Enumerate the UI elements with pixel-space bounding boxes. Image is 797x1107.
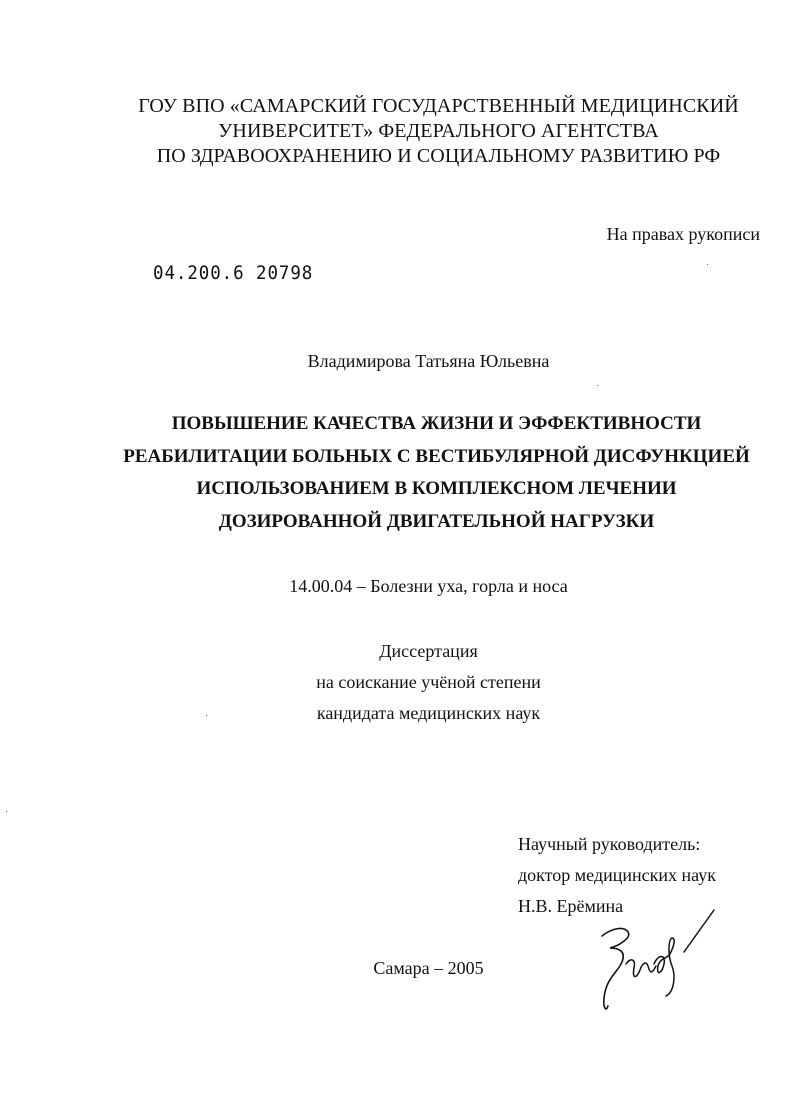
registry-stamp-number: 04.200.6 20798 (153, 262, 314, 284)
title-line-1: ПОВЫШЕНИЕ КАЧЕСТВА ЖИЗНИ И ЭФФЕКТИВНОСТИ (171, 413, 702, 434)
speck (707, 264, 708, 265)
title-line-2: РЕАБИЛИТАЦИИ БОЛЬНЫХ С ВЕСТИБУЛЯРНОЙ ДИСФУНКЦИЕЙ (123, 445, 750, 467)
handwritten-signature (592, 908, 722, 1018)
dissertation-line-2: на соискание учёной степени (316, 672, 541, 692)
title-line-4: ДОЗИРОВАННОЙ ДВИГАТЕЛЬНОЙ НАГРУЗКИ (218, 510, 655, 532)
speck (6, 811, 7, 812)
rights-note: На правах рукописи (606, 224, 760, 244)
city-year: Самара – 2005 (373, 958, 484, 978)
supervisor-label: Научный руководитель: (518, 834, 701, 854)
specialty-code: 14.00.04 – Болезни уха, горла и носа (289, 576, 568, 596)
title-line-3: ИСПОЛЬЗОВАНИЕМ В КОМПЛЕКСНОМ ЛЕЧЕНИИ (196, 478, 677, 499)
organization-header (40, 94, 797, 169)
organization-line-1: ГОУ ВПО «САМАРСКИЙ ГОСУДАРСТВЕННЫЙ МЕДИЦИНСКИЙ (138, 95, 739, 117)
speck (597, 385, 598, 386)
dissertation-title (38, 408, 797, 538)
author-name: Владимирова Татьяна Юльевна (307, 351, 550, 371)
organization-line-3: ПО ЗДРАВООХРАНЕНИЮ И СОЦИАЛЬНОМУ РАЗВИТИЮ РФ (156, 145, 721, 167)
organization-line-2: УНИВЕРСИТЕТ» ФЕДЕРАЛЬНОГО АГЕНТСТВА (218, 120, 659, 142)
dissertation-line-1: Диссертация (379, 641, 478, 661)
speck (206, 715, 207, 716)
supervisor-degree: доктор медицинских наук (518, 865, 716, 885)
dissertation-degree (30, 636, 797, 729)
dissertation-line-3: кандидата медицинских наук (316, 703, 541, 723)
registry-stamp (153, 262, 313, 284)
supervisor-name: Н.В. Ерёмина (518, 896, 624, 916)
